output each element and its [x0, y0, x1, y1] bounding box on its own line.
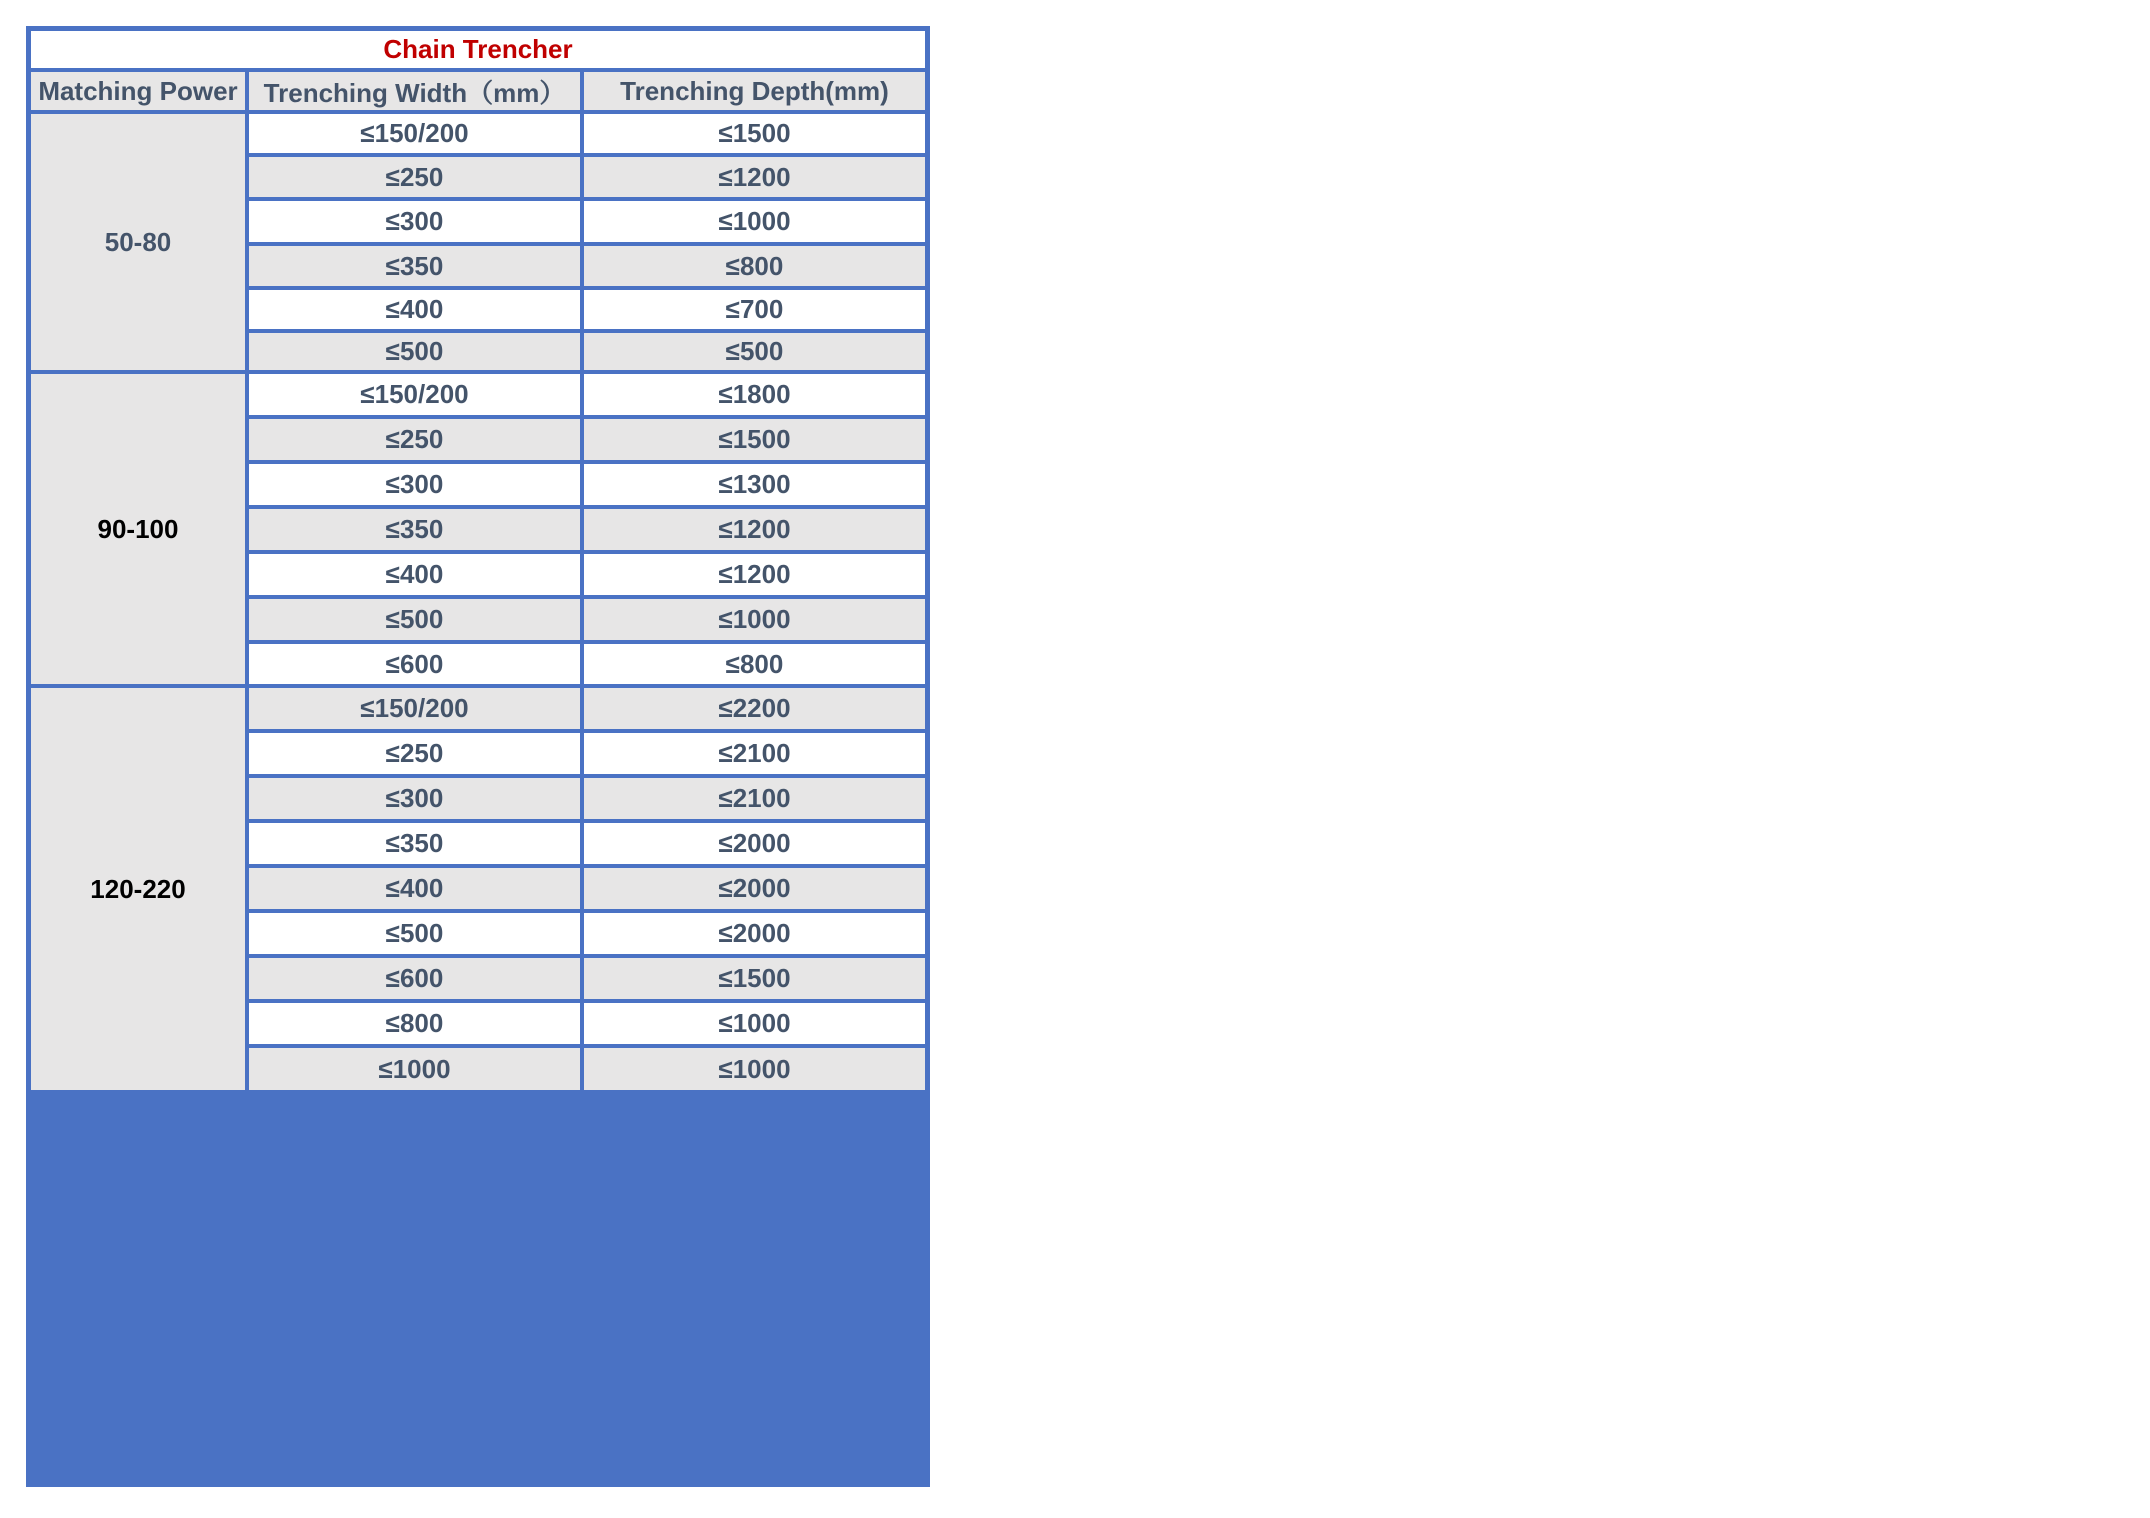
trenching-depth-cell: ≤2200: [584, 688, 925, 729]
trenching-depth-cell: ≤1800: [584, 374, 925, 415]
trenching-depth-cell: ≤1000: [584, 1003, 925, 1044]
trenching-width-cell: ≤500: [249, 333, 580, 370]
header-matching-power: Matching Power: [31, 72, 245, 110]
trenching-width-cell: ≤250: [249, 733, 580, 774]
trenching-width-cell: ≤150/200: [249, 114, 580, 153]
trenching-width-cell: ≤350: [249, 246, 580, 286]
header-trenching-width: Trenching Width（mm）: [249, 72, 580, 110]
trenching-depth-cell: ≤1200: [584, 157, 925, 197]
trenching-depth-cell: ≤1000: [584, 599, 925, 640]
trenching-width-cell: ≤300: [249, 201, 580, 242]
trenching-width-cell: ≤1000: [249, 1048, 580, 1090]
trenching-width-cell: ≤600: [249, 644, 580, 684]
trenching-width-cell: ≤500: [249, 913, 580, 954]
trenching-width-cell: ≤150/200: [249, 374, 580, 415]
trenching-width-cell: ≤400: [249, 554, 580, 595]
trenching-depth-cell: ≤1000: [584, 201, 925, 242]
trenching-depth-cell: ≤700: [584, 290, 925, 329]
trenching-width-cell: ≤500: [249, 599, 580, 640]
trenching-depth-cell: ≤1200: [584, 509, 925, 550]
trenching-width-cell: ≤150/200: [249, 688, 580, 729]
trenching-depth-cell: ≤2100: [584, 778, 925, 819]
trenching-depth-cell: ≤1200: [584, 554, 925, 595]
trenching-depth-cell: ≤1500: [584, 419, 925, 460]
trenching-depth-cell: ≤500: [584, 333, 925, 370]
trenching-width-cell: ≤800: [249, 1003, 580, 1044]
chain-trencher-table: [26, 26, 930, 1487]
header-trenching-depth: Trenching Depth(mm): [584, 72, 925, 110]
trenching-depth-cell: ≤1500: [584, 114, 925, 153]
trenching-width-cell: ≤600: [249, 958, 580, 999]
trenching-depth-cell: ≤800: [584, 644, 925, 684]
trenching-width-cell: ≤350: [249, 823, 580, 864]
trenching-width-cell: ≤300: [249, 464, 580, 505]
trenching-width-cell: ≤400: [249, 290, 580, 329]
trenching-depth-cell: ≤2000: [584, 823, 925, 864]
trenching-width-cell: ≤300: [249, 778, 580, 819]
trenching-depth-cell: ≤2100: [584, 733, 925, 774]
matching-power-cell: 50-80: [31, 114, 245, 370]
trenching-depth-cell: ≤1300: [584, 464, 925, 505]
table-title: Chain Trencher: [31, 31, 925, 68]
matching-power-cell: 90-100: [31, 374, 245, 684]
trenching-depth-cell: ≤1500: [584, 958, 925, 999]
trenching-depth-cell: ≤1000: [584, 1048, 925, 1090]
trenching-width-cell: ≤250: [249, 419, 580, 460]
trenching-width-cell: ≤400: [249, 868, 580, 909]
trenching-width-cell: ≤250: [249, 157, 580, 197]
trenching-depth-cell: ≤2000: [584, 913, 925, 954]
trenching-depth-cell: ≤800: [584, 246, 925, 286]
trenching-width-cell: ≤350: [249, 509, 580, 550]
trenching-depth-cell: ≤2000: [584, 868, 925, 909]
matching-power-cell: 120-220: [31, 688, 245, 1090]
